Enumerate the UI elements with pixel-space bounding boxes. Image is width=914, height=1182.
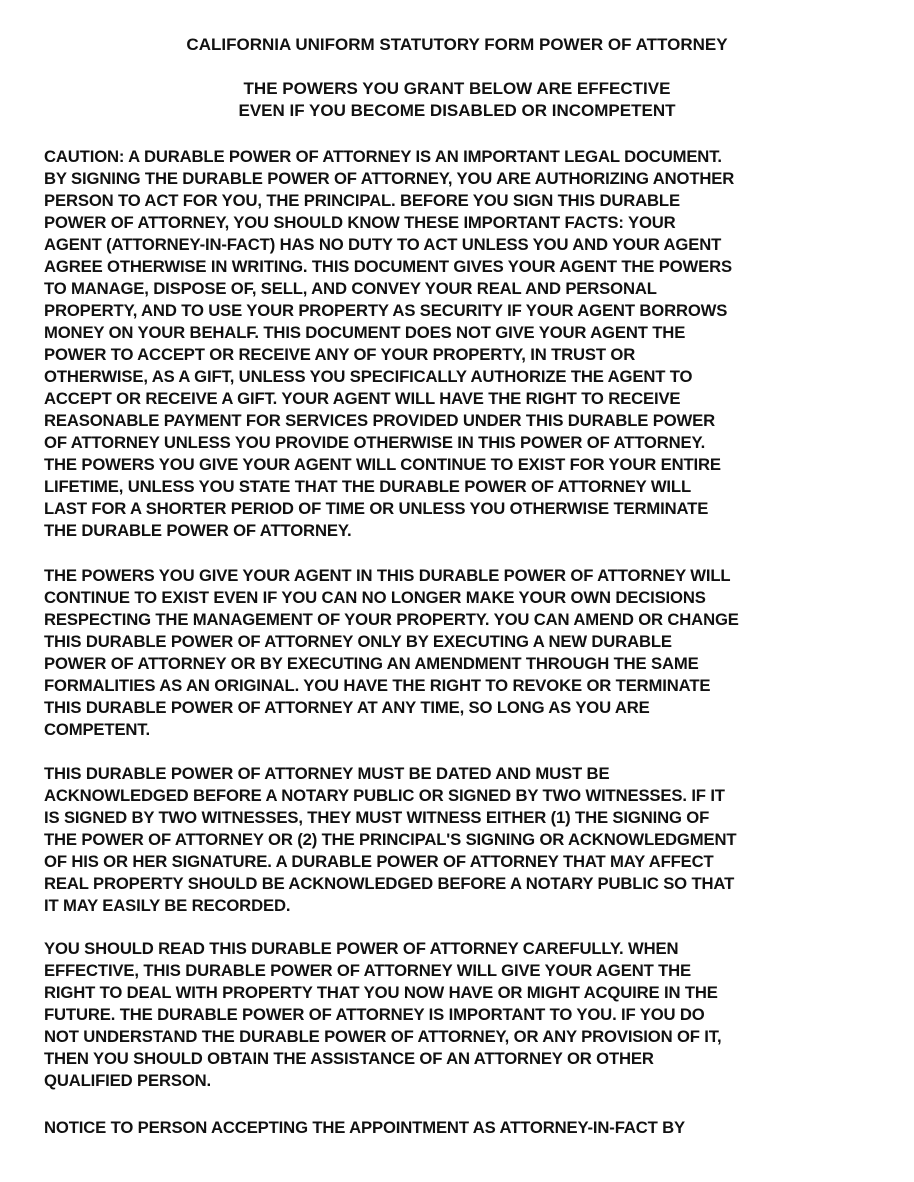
paragraph-line: POWER TO ACCEPT OR RECEIVE ANY OF YOUR PROPERTY, IN TRUST OR — [44, 345, 636, 364]
paragraph-line: REASONABLE PAYMENT FOR SERVICES PROVIDED UNDER THIS DURABLE POWER — [44, 411, 715, 430]
paragraph-line: THE DURABLE POWER OF ATTORNEY. — [44, 521, 352, 540]
paragraph-line: RESPECTING THE MANAGEMENT OF YOUR PROPERTY. YOU CAN AMEND OR CHANGE — [44, 610, 739, 629]
paragraph-line: TO MANAGE, DISPOSE OF, SELL, AND CONVEY YOUR REAL AND PERSONAL — [44, 279, 657, 298]
subtitle-line-2: EVEN IF YOU BECOME DISABLED OR INCOMPETENT — [238, 101, 676, 120]
paragraph-line: FUTURE. THE DURABLE POWER OF ATTORNEY IS IMPORTANT TO YOU. IF YOU DO — [44, 1005, 705, 1024]
paragraph-line: AGREE OTHERWISE IN WRITING. THIS DOCUMENT GIVES YOUR AGENT THE POWERS — [44, 257, 732, 276]
paragraph-3 — [44, 763, 874, 917]
paragraph-4 — [44, 938, 874, 1092]
paragraph-line: REAL PROPERTY SHOULD BE ACKNOWLEDGED BEFORE A NOTARY PUBLIC SO THAT — [44, 874, 735, 893]
paragraph-line: THIS DURABLE POWER OF ATTORNEY ONLY BY EXECUTING A NEW DURABLE — [44, 632, 672, 651]
paragraph-line: LIFETIME, UNLESS YOU STATE THAT THE DURABLE POWER OF ATTORNEY WILL — [44, 477, 692, 496]
paragraph-line: PROPERTY, AND TO USE YOUR PROPERTY AS SECURITY IF YOUR AGENT BORROWS — [44, 301, 728, 320]
paragraph-line: NOT UNDERSTAND THE DURABLE POWER OF ATTORNEY, OR ANY PROVISION OF IT, — [44, 1027, 722, 1046]
paragraph-line: ACCEPT OR RECEIVE A GIFT. YOUR AGENT WILL HAVE THE RIGHT TO RECEIVE — [44, 389, 681, 408]
paragraph-line: IT MAY EASILY BE RECORDED. — [44, 896, 291, 915]
paragraph-line: ACKNOWLEDGED BEFORE A NOTARY PUBLIC OR SIGNED BY TWO WITNESSES. IF IT — [44, 786, 725, 805]
paragraph-line: THEN YOU SHOULD OBTAIN THE ASSISTANCE OF AN ATTORNEY OR OTHER — [44, 1049, 654, 1068]
paragraph-line: THE POWERS YOU GIVE YOUR AGENT WILL CONTINUE TO EXIST FOR YOUR ENTIRE — [44, 455, 721, 474]
paragraph-line: THE POWER OF ATTORNEY OR (2) THE PRINCIPAL'S SIGNING OR ACKNOWLEDGMENT — [44, 830, 737, 849]
paragraph-line: OF HIS OR HER SIGNATURE. A DURABLE POWER OF ATTORNEY THAT MAY AFFECT — [44, 852, 714, 871]
paragraph-line: BY SIGNING THE DURABLE POWER OF ATTORNEY, YOU ARE AUTHORIZING ANOTHER — [44, 169, 735, 188]
paragraph-line: THIS DURABLE POWER OF ATTORNEY MUST BE DATED AND MUST BE — [44, 764, 610, 783]
paragraph-line: NOTICE TO PERSON ACCEPTING THE APPOINTMENT AS ATTORNEY-IN-FACT BY — [44, 1118, 686, 1137]
paragraph-line: POWER OF ATTORNEY, YOU SHOULD KNOW THESE IMPORTANT FACTS: YOUR — [44, 213, 676, 232]
paragraph-line: LAST FOR A SHORTER PERIOD OF TIME OR UNLESS YOU OTHERWISE TERMINATE — [44, 499, 709, 518]
paragraph-line: AGENT (ATTORNEY-IN-FACT) HAS NO DUTY TO ACT UNLESS YOU AND YOUR AGENT — [44, 235, 722, 254]
paragraph-line: THIS DURABLE POWER OF ATTORNEY AT ANY TIME, SO LONG AS YOU ARE — [44, 698, 650, 717]
paragraph-line: QUALIFIED PERSON. — [44, 1071, 212, 1090]
paragraph-2 — [44, 565, 874, 741]
paragraph-5 — [44, 1117, 874, 1139]
paragraph-line: OF ATTORNEY UNLESS YOU PROVIDE OTHERWISE IN THIS POWER OF ATTORNEY. — [44, 433, 706, 452]
paragraph-line: FORMALITIES AS AN ORIGINAL. YOU HAVE THE RIGHT TO REVOKE OR TERMINATE — [44, 676, 711, 695]
paragraph-line: IS SIGNED BY TWO WITNESSES, THEY MUST WITNESS EITHER (1) THE SIGNING OF — [44, 808, 710, 827]
paragraph-line: CONTINUE TO EXIST EVEN IF YOU CAN NO LONGER MAKE YOUR OWN DECISIONS — [44, 588, 706, 607]
document-title: CALIFORNIA UNIFORM STATUTORY FORM POWER OF ATTORNEY — [186, 35, 728, 54]
paragraph-line: COMPETENT. — [44, 720, 150, 739]
paragraph-line: PERSON TO ACT FOR YOU, THE PRINCIPAL. BEFORE YOU SIGN THIS DURABLE — [44, 191, 680, 210]
subtitle-line-1: THE POWERS YOU GRANT BELOW ARE EFFECTIVE — [243, 79, 671, 98]
paragraph-line: EFFECTIVE, THIS DURABLE POWER OF ATTORNEY WILL GIVE YOUR AGENT THE — [44, 961, 692, 980]
paragraph-1 — [44, 146, 874, 542]
paragraph-line: THE POWERS YOU GIVE YOUR AGENT IN THIS DURABLE POWER OF ATTORNEY WILL — [44, 566, 731, 585]
paragraph-line: CAUTION: A DURABLE POWER OF ATTORNEY IS AN IMPORTANT LEGAL DOCUMENT. — [44, 147, 722, 166]
paragraph-line: MONEY ON YOUR BEHALF. THIS DOCUMENT DOES NOT GIVE YOUR AGENT THE — [44, 323, 686, 342]
paragraph-line: POWER OF ATTORNEY OR BY EXECUTING AN AMENDMENT THROUGH THE SAME — [44, 654, 699, 673]
paragraph-line: RIGHT TO DEAL WITH PROPERTY THAT YOU NOW HAVE OR MIGHT ACQUIRE IN THE — [44, 983, 718, 1002]
paragraph-line: YOU SHOULD READ THIS DURABLE POWER OF ATTORNEY CAREFULLY. WHEN — [44, 939, 679, 958]
paragraph-line: OTHERWISE, AS A GIFT, UNLESS YOU SPECIFICALLY AUTHORIZE THE AGENT TO — [44, 367, 693, 386]
